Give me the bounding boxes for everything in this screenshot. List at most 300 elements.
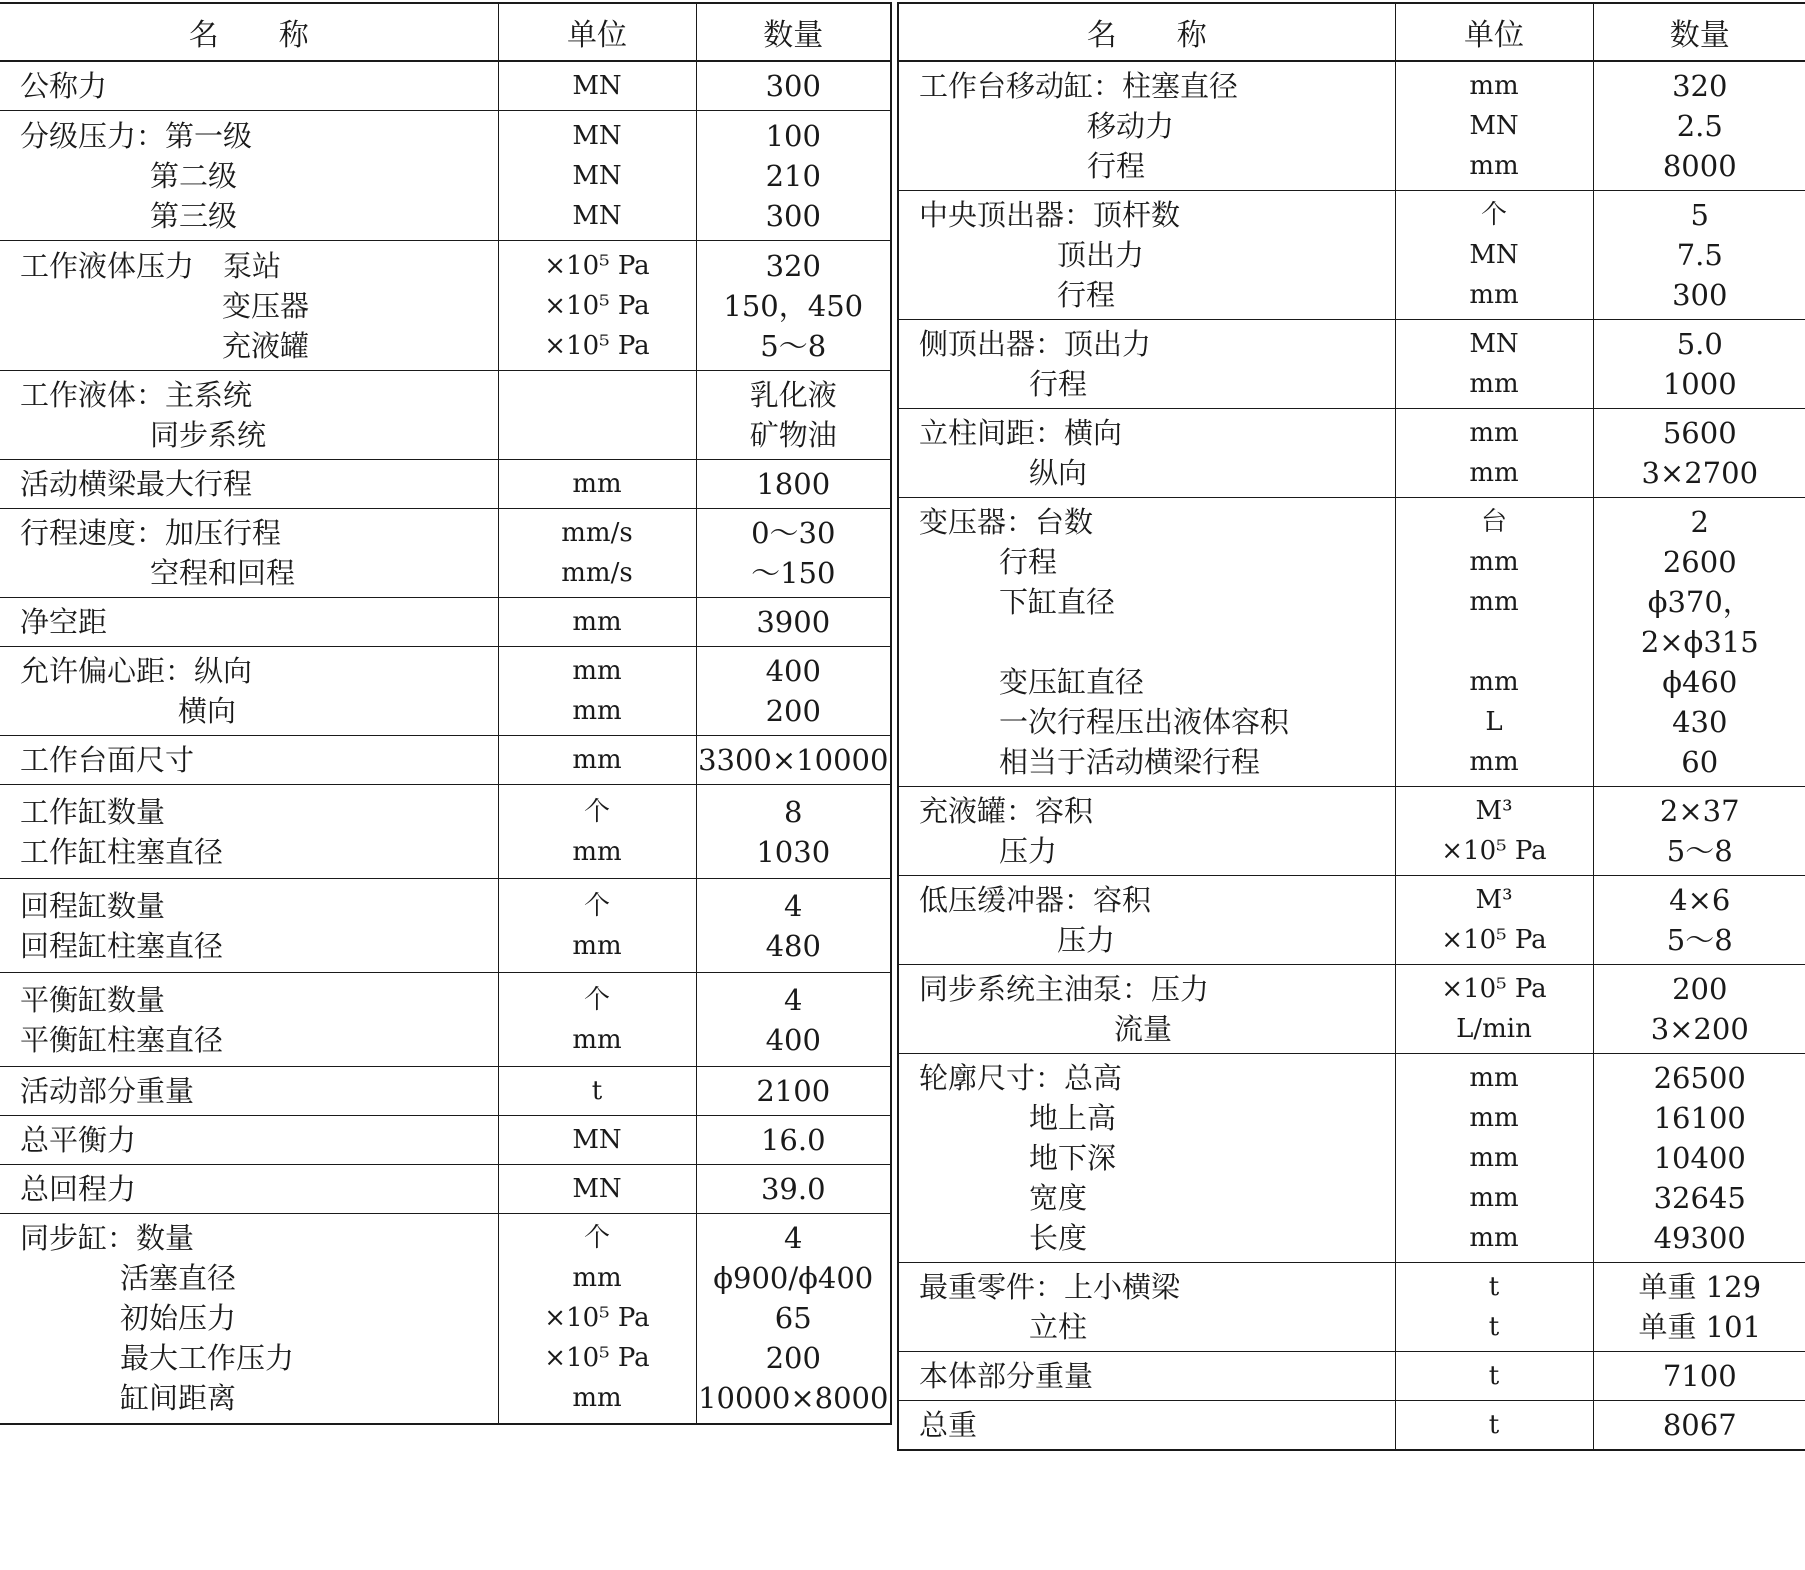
header-qty: 数量 bbox=[696, 3, 891, 61]
spec-name-cell bbox=[898, 1401, 1395, 1451]
spec-value: 32645 bbox=[1653, 1181, 1746, 1215]
spec-name-cell bbox=[0, 973, 498, 1067]
spec-unit: L/min bbox=[1456, 1014, 1532, 1044]
spec-unit: mm bbox=[1469, 1223, 1519, 1253]
spec-value: 3900 bbox=[756, 605, 831, 639]
spec-qty-cell bbox=[696, 1214, 891, 1424]
spec-label: 侧顶出器：顶出力 bbox=[919, 327, 1152, 361]
spec-label: 工作台移动缸：柱塞直径 bbox=[919, 69, 1239, 103]
spec-value: 乳化液 bbox=[749, 378, 837, 412]
spec-unit-cell bbox=[1395, 1352, 1593, 1401]
spec-qty-cell bbox=[1593, 498, 1805, 787]
spec-value: 1800 bbox=[756, 467, 831, 501]
spec-value: 0～30 bbox=[751, 516, 836, 550]
spec-label: 总平衡力 bbox=[20, 1123, 137, 1157]
spec-label: 相当于活动横梁行程 bbox=[999, 745, 1261, 779]
table-row bbox=[898, 1263, 1805, 1352]
spec-unit-cell bbox=[498, 509, 696, 598]
table-row bbox=[0, 460, 891, 509]
spec-label: 分级压力：第一级 bbox=[20, 118, 253, 153]
spec-unit-cell bbox=[1395, 965, 1593, 1054]
spec-unit: ×10⁵ Pa bbox=[544, 1303, 650, 1334]
table-row bbox=[0, 1116, 891, 1165]
spec-value: 4 bbox=[784, 1221, 803, 1256]
table-row bbox=[898, 1401, 1805, 1451]
spec-qty-cell bbox=[696, 61, 891, 111]
table-row bbox=[898, 409, 1805, 498]
spec-label: 充液罐 bbox=[222, 328, 310, 363]
table-row bbox=[0, 598, 891, 647]
spec-label: 中央顶出器：顶杆数 bbox=[919, 198, 1181, 232]
spec-label: 活动部分重量 bbox=[20, 1074, 195, 1108]
spec-value: 300 bbox=[765, 198, 821, 233]
spec-unit: 台 bbox=[1480, 507, 1507, 537]
spec-name-cell bbox=[0, 61, 498, 111]
spec-unit: MN bbox=[572, 1125, 622, 1155]
spec-value: 8 bbox=[784, 794, 803, 829]
spec-value: 65 bbox=[774, 1301, 812, 1336]
spec-unit-cell bbox=[498, 785, 696, 879]
spec-qty-cell bbox=[696, 973, 891, 1067]
spec-unit: t bbox=[591, 1076, 603, 1106]
spec-unit: MN bbox=[1469, 329, 1519, 359]
spec-unit: L bbox=[1485, 707, 1503, 737]
spec-value: 5～8 bbox=[1666, 923, 1733, 957]
spec-unit: ×10⁵ Pa bbox=[1441, 974, 1547, 1004]
table-row bbox=[0, 1214, 891, 1424]
spec-unit: mm bbox=[1469, 1183, 1519, 1213]
table-row bbox=[898, 787, 1805, 876]
spec-value: 5600 bbox=[1662, 416, 1737, 450]
spec-name-cell bbox=[0, 1116, 498, 1165]
spec-unit: MN bbox=[1469, 240, 1519, 270]
spec-unit: mm bbox=[572, 836, 622, 867]
header-qty: 数量 bbox=[1593, 3, 1805, 61]
spec-name-cell bbox=[0, 1067, 498, 1116]
spec-unit-cell bbox=[498, 647, 696, 736]
spec-label: 轮廓尺寸：总高 bbox=[919, 1061, 1123, 1095]
spec-unit: mm bbox=[572, 656, 622, 686]
spec-unit: mm bbox=[1469, 1143, 1519, 1173]
spec-unit-cell bbox=[498, 879, 696, 973]
spec-name-cell bbox=[0, 647, 498, 736]
spec-unit-cell bbox=[498, 1214, 696, 1424]
spec-value: 210 bbox=[765, 158, 821, 193]
spec-label: 净空距 bbox=[20, 605, 108, 639]
spec-unit-cell bbox=[498, 1165, 696, 1214]
spec-label: 允许偏心距：纵向 bbox=[20, 654, 253, 688]
spec-value: 8067 bbox=[1662, 1408, 1737, 1442]
spec-unit: t bbox=[1488, 1410, 1500, 1440]
spec-label: 总回程力 bbox=[20, 1172, 137, 1206]
spec-unit: 个 bbox=[583, 890, 610, 921]
spec-label: 充液罐：容积 bbox=[919, 794, 1094, 828]
table-row bbox=[0, 736, 891, 785]
spec-qty-cell bbox=[1593, 1054, 1805, 1263]
spec-value: 200 bbox=[765, 694, 821, 728]
spec-label: 压力 bbox=[999, 834, 1058, 868]
spec-value: 5 bbox=[1690, 198, 1709, 232]
spec-qty-cell bbox=[1593, 965, 1805, 1054]
spec-label: 行程速度：加压行程 bbox=[20, 516, 282, 550]
header-name: 名 称 bbox=[0, 3, 498, 61]
header-unit: 单位 bbox=[1395, 3, 1593, 61]
spec-name-cell bbox=[898, 965, 1395, 1054]
spec-value: 10000×8000 bbox=[698, 1381, 889, 1416]
spec-unit-cell bbox=[1395, 876, 1593, 965]
table-row bbox=[0, 879, 891, 973]
spec-label: 公称力 bbox=[20, 69, 108, 103]
spec-value: 单重 101 bbox=[1638, 1310, 1762, 1344]
spec-label: 变压器：台数 bbox=[919, 505, 1094, 539]
spec-unit bbox=[499, 375, 696, 415]
spec-value: 16.0 bbox=[760, 1123, 826, 1157]
spec-name-cell bbox=[0, 1214, 498, 1424]
spec-label: 流量 bbox=[1114, 1012, 1173, 1046]
spec-value: 5.0 bbox=[1676, 327, 1723, 361]
spec-label: 回程缸柱塞直径 bbox=[20, 928, 224, 963]
spec-label: 行程 bbox=[999, 545, 1058, 579]
spec-unit-cell bbox=[1395, 498, 1593, 787]
spec-unit: t bbox=[1488, 1312, 1500, 1342]
spec-name-cell bbox=[0, 111, 498, 241]
table-row bbox=[0, 241, 891, 371]
spec-unit-cell bbox=[1395, 409, 1593, 498]
spec-value: 1030 bbox=[756, 834, 831, 869]
spec-qty-cell bbox=[696, 111, 891, 241]
spec-qty-cell bbox=[696, 647, 891, 736]
spec-unit-cell bbox=[498, 1116, 696, 1165]
table-row bbox=[0, 785, 891, 879]
spec-unit-cell bbox=[498, 371, 696, 460]
spec-name-cell bbox=[0, 509, 498, 598]
spec-value: 26500 bbox=[1653, 1061, 1746, 1095]
spec-name-cell bbox=[898, 498, 1395, 787]
spec-value: 4 bbox=[784, 888, 803, 923]
spec-label: 立柱 bbox=[1029, 1310, 1088, 1344]
spec-unit-cell bbox=[1395, 191, 1593, 320]
spec-name-cell bbox=[898, 876, 1395, 965]
spec-value: 150，450 bbox=[723, 288, 864, 323]
spec-name-cell bbox=[0, 241, 498, 371]
spec-value: 2 bbox=[1690, 505, 1709, 539]
spec-qty-cell bbox=[696, 460, 891, 509]
spec-value: 49300 bbox=[1653, 1221, 1746, 1255]
table-row bbox=[898, 191, 1805, 320]
spec-value: 8000 bbox=[1662, 149, 1737, 183]
spec-unit: MN bbox=[572, 71, 622, 101]
spec-unit: mm bbox=[1469, 151, 1519, 181]
spec-unit: 个 bbox=[1480, 200, 1507, 230]
spec-unit: mm bbox=[1469, 547, 1519, 577]
spec-unit: ×10⁵ Pa bbox=[544, 250, 650, 281]
spec-unit: mm/s bbox=[561, 558, 633, 588]
spec-value: 16100 bbox=[1653, 1101, 1746, 1135]
spec-name-cell bbox=[0, 371, 498, 460]
spec-value: 7.5 bbox=[1676, 238, 1723, 272]
spec-label: 工作缸数量 bbox=[20, 794, 166, 829]
spec-label: 纵向 bbox=[1029, 456, 1088, 490]
spec-label: 第三级 bbox=[150, 198, 238, 233]
spec-unit-cell bbox=[1395, 320, 1593, 409]
spec-value: 3×2700 bbox=[1641, 456, 1759, 490]
table-row bbox=[0, 371, 891, 460]
spec-unit: MN bbox=[572, 200, 622, 231]
table-row bbox=[898, 61, 1805, 191]
spec-value: 7100 bbox=[1662, 1359, 1737, 1393]
spec-qty-cell bbox=[1593, 61, 1805, 191]
spec-label: 顶出力 bbox=[1057, 238, 1145, 272]
spec-name-cell bbox=[898, 787, 1395, 876]
spec-label: 工作液体：主系统 bbox=[20, 378, 253, 412]
spec-unit: ×10⁵ Pa bbox=[544, 1343, 650, 1374]
spec-value: 4 bbox=[784, 982, 803, 1017]
spec-table-right bbox=[897, 2, 1805, 1451]
spec-unit-cell bbox=[498, 241, 696, 371]
spec-qty-cell bbox=[696, 736, 891, 785]
spec-unit-cell bbox=[498, 736, 696, 785]
spec-qty-cell bbox=[1593, 191, 1805, 320]
spec-qty-cell bbox=[696, 241, 891, 371]
spec-name-cell bbox=[898, 191, 1395, 320]
spec-unit-cell bbox=[1395, 1054, 1593, 1263]
spec-name-cell bbox=[898, 1054, 1395, 1263]
spec-label: 最大工作压力 bbox=[120, 1341, 295, 1376]
spec-unit: mm bbox=[572, 607, 622, 637]
spec-value: 3300×10000 bbox=[698, 743, 889, 777]
table-row bbox=[898, 965, 1805, 1054]
spec-value: ϕ460 bbox=[1662, 665, 1738, 699]
spec-label: 工作台面尺寸 bbox=[20, 743, 195, 777]
spec-unit: t bbox=[1488, 1272, 1500, 1302]
spec-label: 最重零件：上小横梁 bbox=[919, 1270, 1181, 1304]
spec-unit: mm bbox=[1469, 1063, 1519, 1093]
spec-label: 下缸直径 bbox=[999, 585, 1116, 619]
spec-label: 同步缸：数量 bbox=[20, 1221, 195, 1256]
table-row bbox=[0, 973, 891, 1067]
spec-value: 2.5 bbox=[1676, 109, 1723, 143]
spec-label: 同步系统主油泵：压力 bbox=[919, 972, 1210, 1006]
spec-label: 同步系统 bbox=[150, 418, 267, 452]
spec-value: 200 bbox=[765, 1341, 821, 1376]
spec-value: 100 bbox=[765, 118, 821, 153]
spec-label: 移动力 bbox=[1087, 109, 1175, 143]
spec-label: 空程和回程 bbox=[150, 556, 296, 590]
spec-value: 10400 bbox=[1653, 1141, 1746, 1175]
spec-unit: ×10⁵ Pa bbox=[544, 330, 650, 361]
spec-unit: ×10⁵ Pa bbox=[1441, 836, 1547, 866]
spec-unit-cell bbox=[1395, 787, 1593, 876]
spec-value: ϕ900/ϕ400 bbox=[713, 1261, 874, 1296]
spec-value: 矿物油 bbox=[749, 418, 837, 452]
spec-qty-cell bbox=[696, 371, 891, 460]
spec-label: 本体部分重量 bbox=[919, 1359, 1094, 1393]
table-row bbox=[898, 320, 1805, 409]
table-row bbox=[0, 61, 891, 111]
spec-value: 3×200 bbox=[1650, 1012, 1749, 1046]
spec-unit: mm/s bbox=[561, 518, 633, 548]
spec-value: 5～8 bbox=[760, 328, 827, 363]
table-row bbox=[0, 509, 891, 598]
spec-unit: MN bbox=[572, 120, 622, 151]
spec-label: 平衡缸柱塞直径 bbox=[20, 1022, 224, 1057]
spec-qty-cell bbox=[1593, 1401, 1805, 1451]
spec-unit: mm bbox=[572, 930, 622, 961]
spec-label: 变压器 bbox=[222, 288, 310, 323]
spec-label: 平衡缸数量 bbox=[20, 982, 166, 1017]
spec-label: 工作缸柱塞直径 bbox=[20, 834, 224, 869]
spec-unit-cell bbox=[498, 61, 696, 111]
header-name: 名 称 bbox=[898, 3, 1395, 61]
spec-value: 60 bbox=[1681, 745, 1719, 779]
spec-label: 低压缓冲器：容积 bbox=[919, 883, 1152, 917]
spec-label: 地下深 bbox=[1029, 1141, 1117, 1175]
spec-unit: 个 bbox=[583, 796, 610, 827]
spec-value: 320 bbox=[765, 248, 821, 283]
spec-qty-cell bbox=[1593, 1352, 1805, 1401]
spec-unit: ×10⁵ Pa bbox=[544, 290, 650, 321]
spec-unit: mm bbox=[572, 1383, 622, 1414]
spec-value: 2600 bbox=[1662, 545, 1737, 579]
spec-qty-cell bbox=[1593, 876, 1805, 965]
spec-label: 回程缸数量 bbox=[20, 888, 166, 923]
spec-table-left-body bbox=[0, 61, 891, 1424]
spec-unit-cell bbox=[498, 973, 696, 1067]
spec-label: 宽度 bbox=[1029, 1181, 1088, 1215]
spec-value: 1000 bbox=[1662, 367, 1737, 401]
spec-value: 4×6 bbox=[1669, 883, 1731, 917]
table-row bbox=[898, 1352, 1805, 1401]
spec-unit: MN bbox=[572, 1174, 622, 1204]
spec-label: 总重 bbox=[919, 1408, 978, 1442]
spec-value: 2100 bbox=[756, 1074, 831, 1108]
spec-label: 变压缸直径 bbox=[999, 665, 1145, 699]
spec-unit: M³ bbox=[1475, 885, 1513, 915]
spec-name-cell bbox=[0, 785, 498, 879]
spec-value: 200 bbox=[1672, 972, 1728, 1006]
spec-label: 地上高 bbox=[1029, 1101, 1117, 1135]
spec-name-cell bbox=[0, 879, 498, 973]
spec-unit: mm bbox=[572, 1263, 622, 1294]
spec-qty-cell bbox=[696, 1067, 891, 1116]
spec-name-cell bbox=[898, 320, 1395, 409]
spec-label: 行程 bbox=[1029, 367, 1088, 401]
spec-label: 活塞直径 bbox=[120, 1261, 237, 1296]
spec-name-cell bbox=[0, 1165, 498, 1214]
spec-value: 300 bbox=[1672, 278, 1728, 312]
table-row bbox=[0, 1165, 891, 1214]
spec-label: 第二级 bbox=[150, 158, 238, 193]
spec-unit: MN bbox=[1469, 111, 1519, 141]
table-row bbox=[898, 876, 1805, 965]
spec-unit-cell bbox=[1395, 61, 1593, 191]
spec-unit: mm bbox=[1469, 1103, 1519, 1133]
spec-label: 缸间距离 bbox=[120, 1381, 237, 1416]
spec-value: 320 bbox=[1672, 69, 1728, 103]
spec-unit: mm bbox=[1469, 747, 1519, 777]
spec-qty-cell bbox=[1593, 787, 1805, 876]
spec-unit-cell bbox=[498, 1067, 696, 1116]
spec-label bbox=[899, 622, 1395, 662]
table-row bbox=[0, 111, 891, 241]
spec-value: 单重 129 bbox=[1638, 1270, 1762, 1304]
spec-value: 2×ϕ315 bbox=[1640, 625, 1759, 659]
spec-unit-cell bbox=[1395, 1401, 1593, 1451]
spec-unit: mm bbox=[572, 1024, 622, 1055]
spec-name-cell bbox=[898, 1352, 1395, 1401]
spec-name-cell bbox=[898, 1263, 1395, 1352]
spec-unit: mm bbox=[1469, 418, 1519, 448]
table-row bbox=[898, 498, 1805, 787]
spec-unit-cell bbox=[498, 460, 696, 509]
spec-value: 400 bbox=[765, 654, 821, 688]
spec-qty-cell bbox=[696, 785, 891, 879]
spec-unit-cell bbox=[498, 598, 696, 647]
spec-unit: mm bbox=[1469, 587, 1519, 617]
spec-table-right-body bbox=[898, 61, 1805, 1450]
spec-label: 工作液体压力 泵站 bbox=[20, 248, 282, 283]
spec-label: 一次行程压出液体容积 bbox=[999, 705, 1290, 739]
spec-unit: ×10⁵ Pa bbox=[1441, 925, 1547, 955]
spec-unit: t bbox=[1488, 1361, 1500, 1391]
spec-unit-cell bbox=[498, 111, 696, 241]
spec-unit bbox=[1396, 622, 1593, 662]
spec-qty-cell bbox=[1593, 1263, 1805, 1352]
spec-value: 480 bbox=[765, 928, 821, 963]
spec-qty-cell bbox=[696, 1116, 891, 1165]
spec-unit: mm bbox=[1469, 369, 1519, 399]
spec-unit: 个 bbox=[583, 1223, 610, 1254]
spec-label: 活动横梁最大行程 bbox=[20, 467, 253, 501]
spec-unit bbox=[499, 415, 696, 455]
spec-qty-cell bbox=[1593, 409, 1805, 498]
spec-name-cell bbox=[0, 736, 498, 785]
spec-unit: mm bbox=[1469, 667, 1519, 697]
spec-label: 长度 bbox=[1029, 1221, 1088, 1255]
spec-qty-cell bbox=[1593, 320, 1805, 409]
spec-value: ～150 bbox=[751, 556, 836, 590]
spec-unit-cell bbox=[1395, 1263, 1593, 1352]
spec-unit: mm bbox=[1469, 280, 1519, 310]
spec-unit: M³ bbox=[1475, 796, 1513, 826]
table-row bbox=[0, 647, 891, 736]
spec-value: 2×37 bbox=[1659, 794, 1740, 828]
header-row bbox=[898, 3, 1805, 61]
spec-label: 横向 bbox=[178, 694, 237, 728]
spec-unit: mm bbox=[1469, 71, 1519, 101]
spec-value: ϕ370， bbox=[1647, 585, 1752, 619]
spec-qty-cell bbox=[696, 1165, 891, 1214]
spec-name-cell bbox=[0, 598, 498, 647]
spec-qty-cell bbox=[696, 509, 891, 598]
spec-unit: mm bbox=[572, 696, 622, 726]
spec-name-cell bbox=[0, 460, 498, 509]
spec-value: 300 bbox=[765, 69, 821, 103]
spec-name-cell bbox=[898, 61, 1395, 191]
spec-qty-cell bbox=[696, 598, 891, 647]
spec-value: 5～8 bbox=[1666, 834, 1733, 868]
spec-label: 立柱间距：横向 bbox=[919, 416, 1123, 450]
spec-name-cell bbox=[898, 409, 1395, 498]
spec-value: 400 bbox=[765, 1022, 821, 1057]
table-row bbox=[898, 1054, 1805, 1263]
spec-unit: mm bbox=[572, 469, 622, 499]
spec-table-left bbox=[0, 2, 892, 1425]
header-unit: 单位 bbox=[498, 3, 696, 61]
spec-label: 行程 bbox=[1057, 278, 1116, 312]
spec-label: 压力 bbox=[1057, 923, 1116, 957]
table-row bbox=[0, 1067, 891, 1116]
